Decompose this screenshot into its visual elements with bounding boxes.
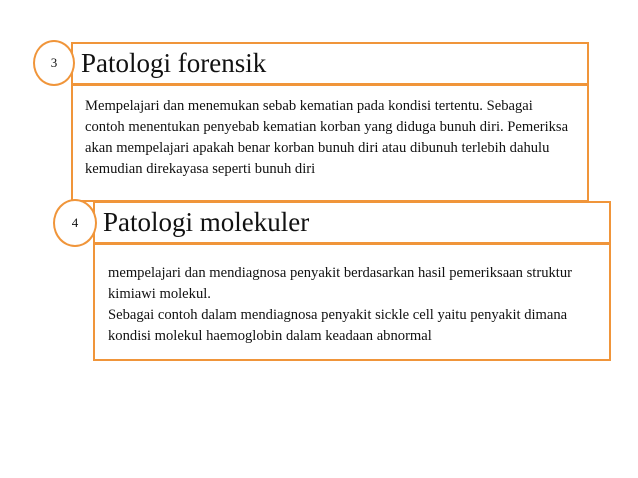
section-4-body-line-1: mempelajari dan mendiagnosa penyakit berdasarkan hasil pemeriksaan struktur kimiawi molekul.: [108, 265, 572, 302]
section-3-number: 3: [50, 55, 58, 70]
section-4-number-badge: [53, 199, 97, 247]
section-4-number: 4: [71, 215, 79, 230]
section-4-body-box: [93, 243, 611, 361]
section-3-title-box: [71, 42, 589, 85]
section-4-body-line-2: Sebagai contoh dalam mendiagnosa penyakit sickle cell yaitu penyakit dimana kondisi molekul haemoglobin dalam keadaan abnormal: [108, 307, 568, 344]
section-3-title: Patologi forensik: [81, 48, 267, 78]
section-3-number-badge: [33, 40, 75, 86]
section-4-title: Patologi molekuler: [103, 207, 310, 237]
section-3-body-text: Mempelajari dan menemukan sebab kematian pada kondisi tertentu. Sebagai contoh menentukan penyebab kematian korban yang diduga bunuh diri. Pemeriksa akan mempelajari apakah benar korban bunuh diri atau dibunuh terlebih dahulu kemudian direkayasa seperti bunuh diri: [85, 98, 569, 177]
section-3-body-box: [71, 84, 589, 202]
section-4-title-box: [93, 201, 611, 244]
